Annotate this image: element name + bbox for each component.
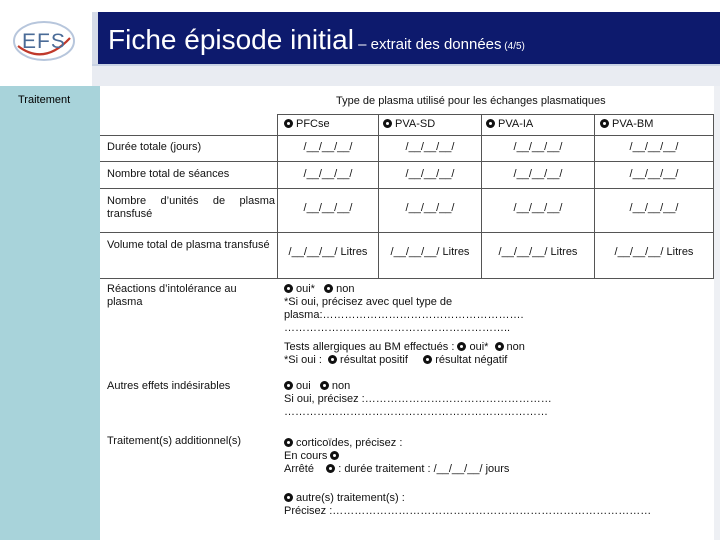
table-line bbox=[100, 135, 714, 136]
column-header-pva-ia: PVA-IA bbox=[486, 118, 533, 131]
tests-label: Tests allergiques au BM effectués : bbox=[284, 341, 455, 353]
tests-no-option[interactable]: non bbox=[506, 341, 525, 353]
radio-bullet-icon[interactable] bbox=[284, 119, 293, 128]
radio-bullet-icon[interactable] bbox=[486, 119, 495, 128]
side-effects-yes-option[interactable]: oui bbox=[296, 380, 311, 392]
reactions-plasma-field[interactable]: plasma:………………………………………………. bbox=[284, 309, 524, 321]
radio-bullet-icon[interactable] bbox=[383, 119, 392, 128]
radio-bullet-icon[interactable] bbox=[320, 381, 329, 390]
radio-bullet-icon[interactable] bbox=[284, 438, 293, 447]
duration-pfcse-field[interactable]: /__/__/__/ bbox=[303, 141, 353, 153]
tests-if-yes: *Si oui : bbox=[284, 354, 322, 366]
sessions-pvaia-field[interactable]: /__/__/__/ bbox=[513, 168, 563, 180]
sessions-pfcse-field[interactable]: /__/__/__/ bbox=[303, 168, 353, 180]
cortico-option[interactable]: corticoïdes, précisez : bbox=[296, 437, 403, 449]
row-label-duration: Durée totale (jours) bbox=[107, 141, 202, 153]
table-line bbox=[277, 114, 714, 115]
duration-pvasd-field[interactable]: /__/__/__/ bbox=[405, 141, 455, 153]
radio-bullet-icon[interactable] bbox=[423, 355, 432, 364]
reactions-dots-line[interactable]: …………………………………………………….. bbox=[284, 322, 511, 334]
ongoing-label: En cours bbox=[284, 450, 328, 462]
header-band bbox=[92, 66, 720, 86]
title-main: Fiche épisode initial bbox=[108, 24, 354, 55]
column-header-pfcse: PFCse bbox=[284, 118, 330, 131]
logo-area bbox=[0, 0, 92, 86]
volume-pvaia-field[interactable]: /__/__/__/ Litres bbox=[498, 246, 578, 258]
duration-pvabm-field[interactable]: /__/__/__/ bbox=[629, 141, 679, 153]
sessions-pvabm-field[interactable]: /__/__/__/ bbox=[629, 168, 679, 180]
radio-bullet-icon[interactable] bbox=[284, 493, 293, 502]
radio-bullet-icon[interactable] bbox=[330, 451, 339, 460]
plasma-table-title: Type de plasma utilisé pour les échanges plasmatiques bbox=[336, 95, 606, 107]
stopped-label: Arrêté bbox=[284, 463, 314, 475]
radio-bullet-icon[interactable] bbox=[457, 342, 466, 351]
reactions-if-yes: *Si oui, précisez avec quel type de bbox=[284, 296, 453, 308]
duration-pvaia-field[interactable]: /__/__/__/ bbox=[513, 141, 563, 153]
result-negative-option[interactable]: résultat négatif bbox=[435, 354, 508, 366]
table-line bbox=[713, 114, 714, 278]
radio-bullet-icon[interactable] bbox=[495, 342, 504, 351]
units-pvaia-field[interactable]: /__/__/__/ bbox=[513, 202, 563, 214]
side-effects-block bbox=[284, 380, 552, 419]
form-content bbox=[100, 86, 714, 540]
title-page-indicator: (4/5) bbox=[501, 41, 525, 52]
additional-label: Traitement(s) additionnel(s) bbox=[107, 435, 242, 447]
table-line bbox=[100, 232, 714, 233]
row-label-units: Nombre d’unités de plasma transfusé bbox=[107, 195, 275, 220]
radio-bullet-icon[interactable] bbox=[324, 284, 333, 293]
sessions-pvasd-field[interactable]: /__/__/__/ bbox=[405, 168, 455, 180]
title-bar bbox=[92, 12, 720, 64]
other-treatment-option[interactable]: autre(s) traitement(s) : bbox=[296, 492, 405, 504]
row-label-sessions: Nombre total de séances bbox=[107, 168, 230, 180]
right-strip bbox=[714, 86, 720, 540]
volume-pvabm-field[interactable]: /__/__/__/ Litres bbox=[614, 246, 694, 258]
side-effects-label: Autres effets indésirables bbox=[107, 380, 231, 392]
table-line bbox=[100, 188, 714, 189]
reactions-yes-option[interactable]: oui* bbox=[296, 283, 315, 295]
units-pvabm-field[interactable]: /__/__/__/ bbox=[629, 202, 679, 214]
radio-bullet-icon[interactable] bbox=[284, 284, 293, 293]
radio-bullet-icon[interactable] bbox=[328, 355, 337, 364]
additional-block bbox=[284, 437, 651, 518]
radio-bullet-icon[interactable] bbox=[284, 381, 293, 390]
table-line bbox=[100, 278, 714, 279]
row-label-volume: Volume total de plasma transfusé bbox=[107, 239, 270, 251]
section-sidebar bbox=[0, 86, 100, 540]
units-pvasd-field[interactable]: /__/__/__/ bbox=[405, 202, 455, 214]
logo-text: EFS bbox=[22, 30, 66, 53]
units-pfcse-field[interactable]: /__/__/__/ bbox=[303, 202, 353, 214]
reactions-label: Réactions d’intolérance au plasma bbox=[107, 283, 237, 308]
page-title bbox=[108, 24, 525, 56]
tests-yes-option[interactable]: oui* bbox=[469, 341, 489, 353]
other-detail-field[interactable]: Précisez :…………………………………………………………………………… bbox=[284, 505, 652, 517]
side-effects-dots-line[interactable]: ……………………………………………………………… bbox=[284, 406, 548, 418]
column-header-pva-bm: PVA-BM bbox=[600, 118, 653, 131]
radio-bullet-icon[interactable] bbox=[600, 119, 609, 128]
volume-pvasd-field[interactable]: /__/__/__/ Litres bbox=[390, 246, 470, 258]
reactions-no-option[interactable]: non bbox=[336, 283, 355, 295]
column-header-pva-sd: PVA-SD bbox=[383, 118, 435, 131]
side-effects-detail-field[interactable]: Si oui, précisez :…………………………………………… bbox=[284, 393, 552, 405]
section-label: Traitement bbox=[18, 94, 71, 106]
side-effects-no-option[interactable]: non bbox=[331, 380, 351, 392]
title-subtitle: – extrait des données bbox=[353, 36, 502, 53]
result-positive-option[interactable]: résultat positif bbox=[340, 354, 408, 366]
table-line bbox=[100, 161, 714, 162]
duration-field[interactable]: : durée traitement : /__/__/__/ jours bbox=[338, 463, 510, 475]
reactions-block bbox=[284, 283, 525, 367]
volume-pfcse-field[interactable]: /__/__/__/ Litres bbox=[288, 246, 368, 258]
radio-bullet-icon[interactable] bbox=[326, 464, 335, 473]
